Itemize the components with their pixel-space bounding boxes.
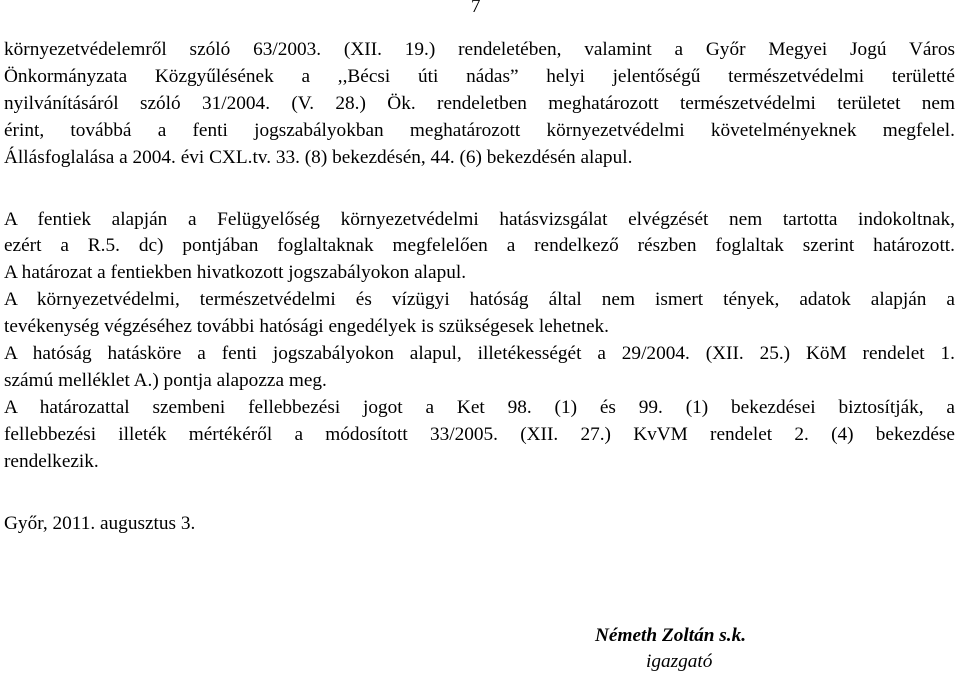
text-line: környezetvédelemről szóló 63/2003. (XII. 19.) rendeletében, valamint a Győr Megyei Jogú Város	[4, 39, 955, 60]
page-number: 7	[471, 0, 481, 17]
date-line: Győr, 2011. augusztus 3.	[4, 513, 196, 534]
text-line: rendelkezik.	[4, 451, 99, 472]
signature-title: igazgató	[646, 651, 713, 672]
text-line: A határozattal szembeni fellebbezési jogot a Ket 98. (1) és 99. (1) bekezdései biztosítják, a	[4, 397, 955, 418]
text-line: ezért a R.5. dc) pontjában foglaltaknak megfelelően a rendelkező részben foglaltak szerint határozott.	[4, 235, 955, 256]
text-line: tevékenység végzéséhez további hatósági engedélyek is szükségesek lehetnek.	[4, 316, 609, 337]
text-line: érint, továbbá a fenti jogszabályokban meghatározott környezetvédelmi követelményeknek megfelel.	[4, 120, 955, 141]
text-line: számú melléklet A.) pontja alapozza meg.	[4, 370, 327, 391]
text-line: A határozat a fentiekben hivatkozott jogszabályokon alapul.	[4, 262, 467, 283]
text-line: A hatóság hatásköre a fenti jogszabályokon alapul, illetékességét a 29/2004. (XII. 25.) KöM rendelet 1.	[4, 343, 955, 364]
text-line: A fentiek alapján a Felügyelőség környezetvédelmi hatásvizsgálat elvégzését nem tartotta indokoltnak,	[4, 209, 955, 230]
text-line: A környezetvédelmi, természetvédelmi és vízügyi hatóság által nem ismert tények, adatok alapján a	[4, 289, 955, 310]
text-line: Állásfoglalása a 2004. évi CXL.tv. 33. (8) bekezdésén, 44. (6) bekezdésén alapul.	[4, 147, 633, 168]
signature-name: Németh Zoltán s.k.	[595, 625, 747, 646]
text-line: Önkormányzata Közgyűlésének a ,,Bécsi úti nádas” helyi jelentőségű természetvédelmi területté	[4, 66, 955, 87]
text-line: fellebbezési illeték mértékéről a módosított 33/2005. (XII. 27.) KvVM rendelet 2. (4) bekezdése	[4, 424, 955, 445]
text-line: nyilvánításáról szóló 31/2004. (V. 28.) Ök. rendeletben meghatározott természetvédelmi területet nem	[4, 93, 955, 114]
